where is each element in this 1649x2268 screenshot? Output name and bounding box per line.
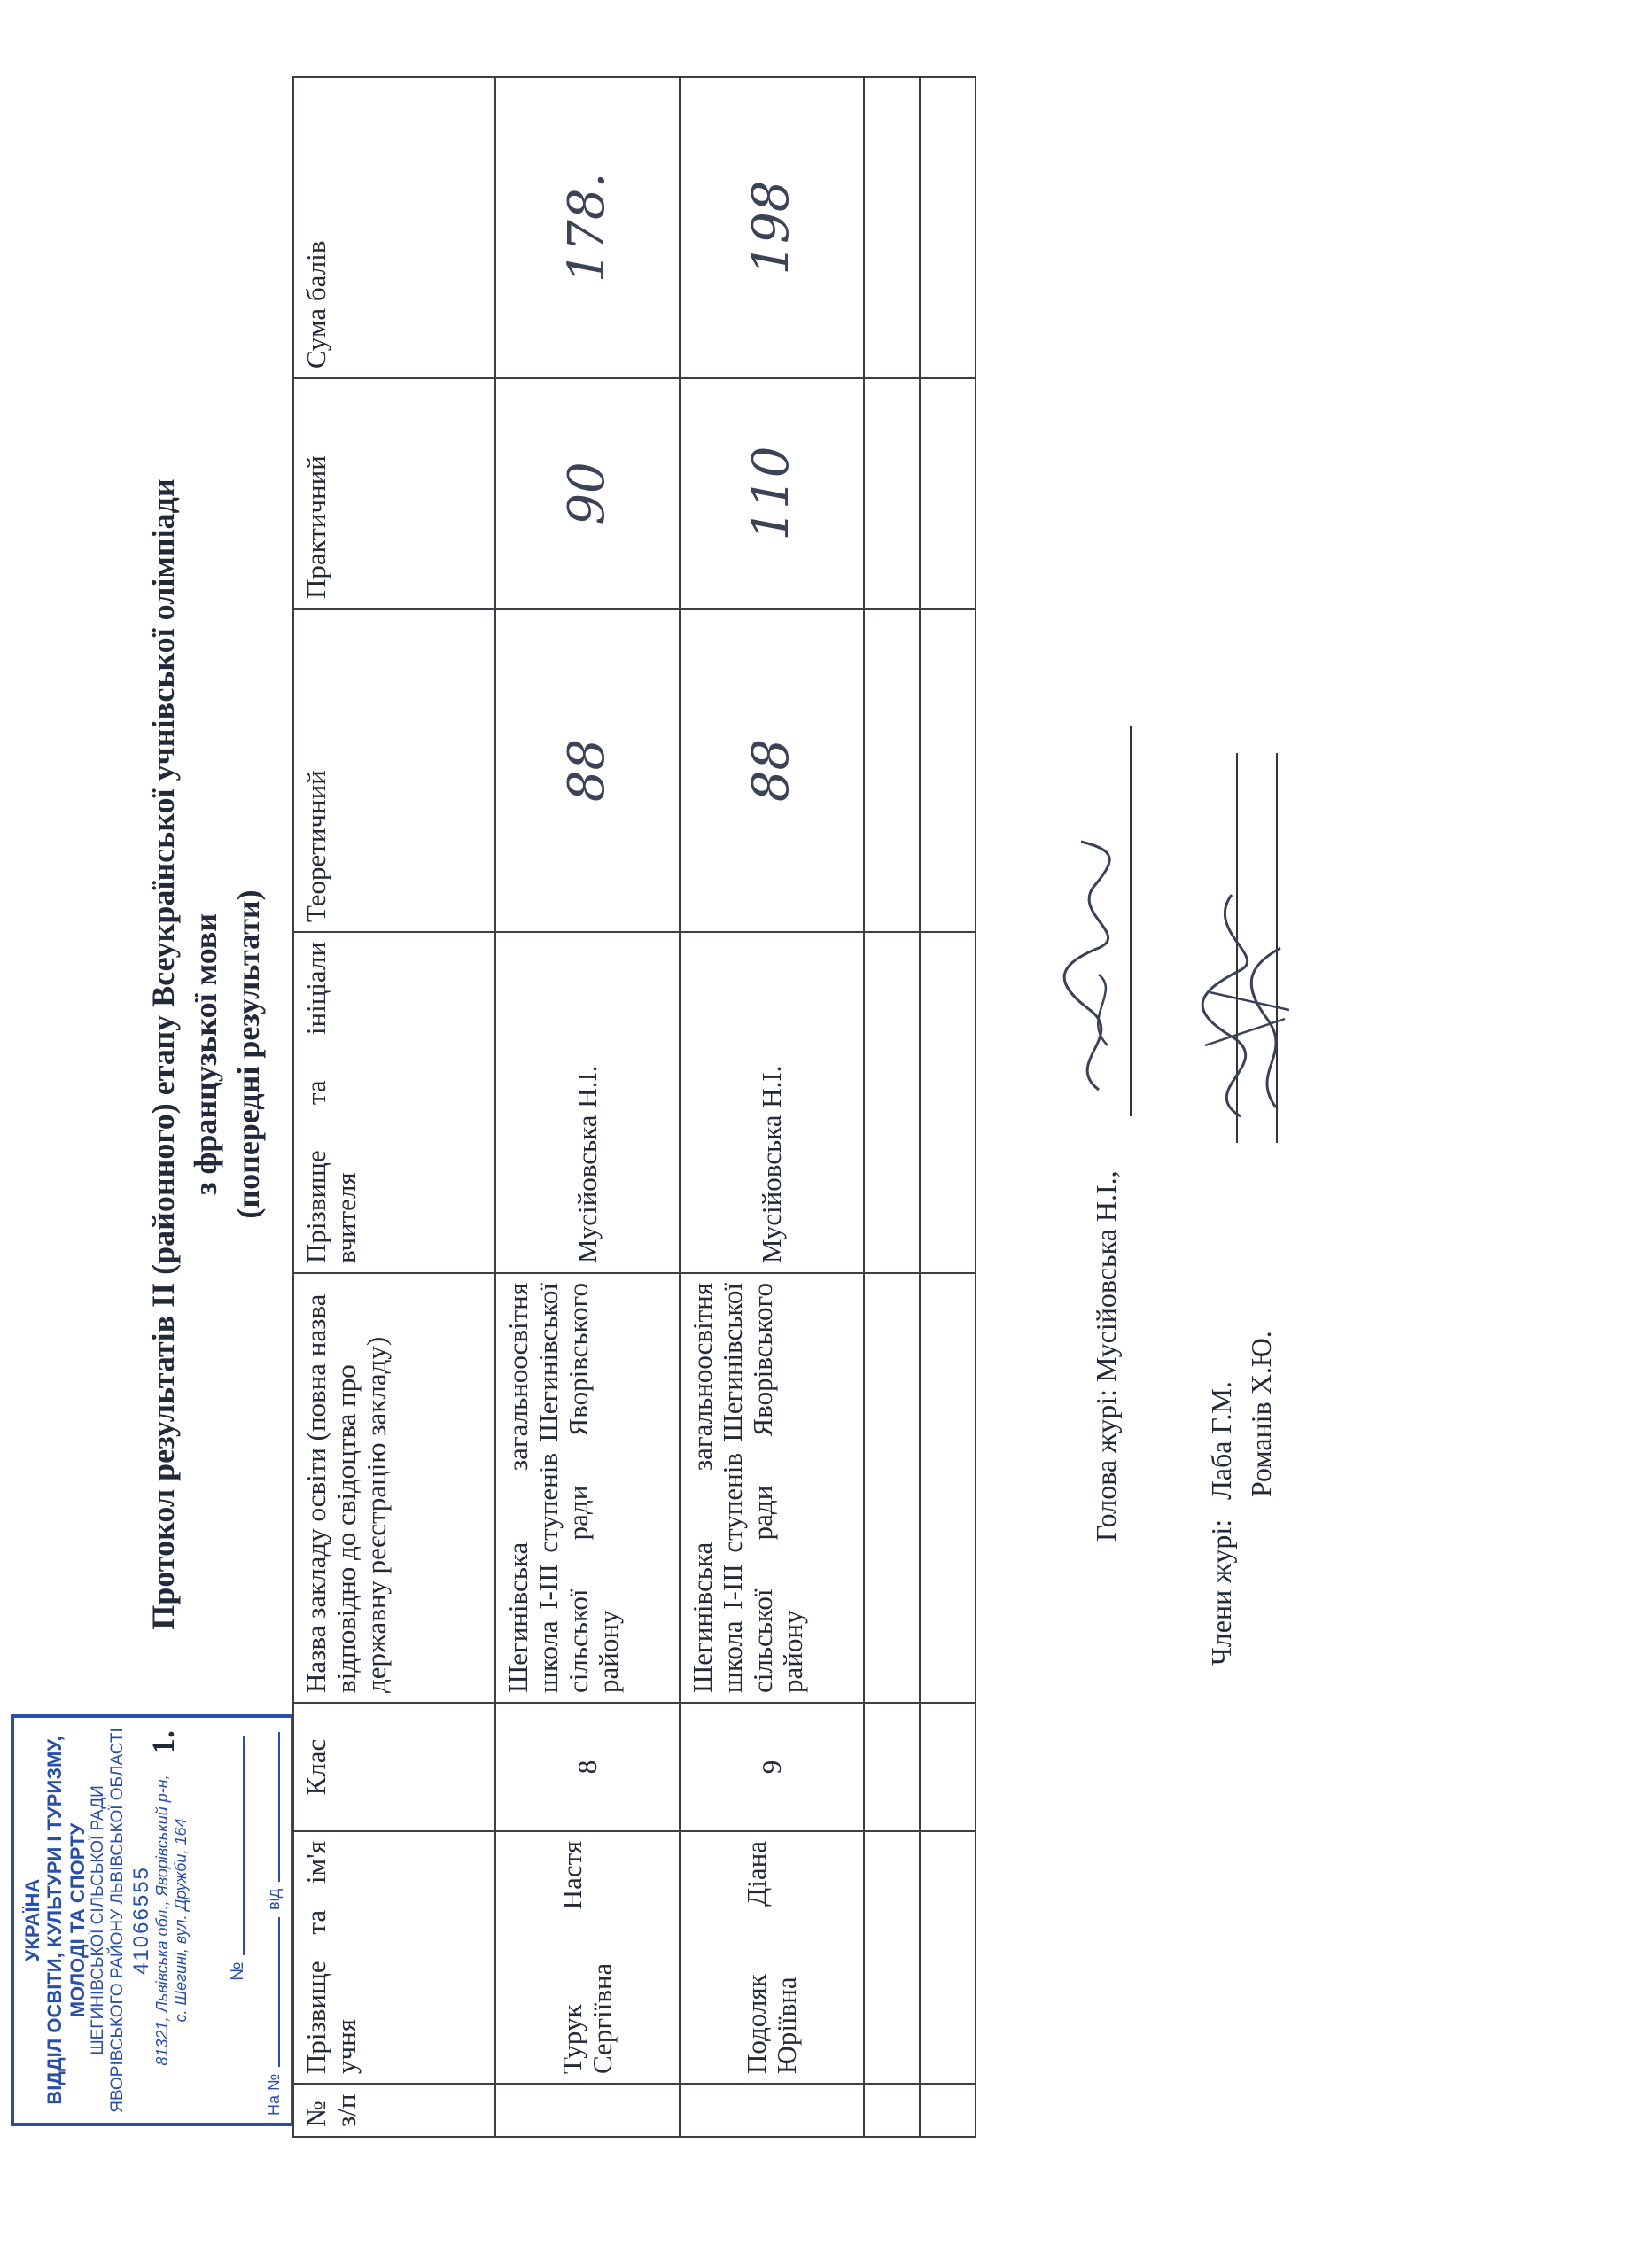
student-class: 9 <box>680 1703 864 1831</box>
stamp-number-line <box>228 1736 245 1955</box>
header-teacher: Прізвище та ініціали вчителя <box>293 932 495 1273</box>
stamp-dept-line2: МОЛОДІ ТА СПОРТУ <box>66 1822 89 2018</box>
jury-member-2: Романів Х.Ю. <box>1245 1331 1277 1497</box>
chair-signature <box>1046 833 1143 1099</box>
stamp-reg-label: На № <box>265 2073 284 2116</box>
student-class: 8 <box>495 1703 680 1831</box>
title-line2: з французької мови <box>188 913 223 1195</box>
header-class: Клас <box>293 1703 495 1831</box>
student-name: Подоляк Діана Юріївна <box>680 1831 864 2084</box>
stamp-reg-line <box>265 1917 280 2067</box>
stamp-reg-row <box>265 1725 284 2116</box>
title-number: 1. <box>145 1730 181 1754</box>
jury-chair-label: Голова журі: <box>1090 1388 1122 1542</box>
header-school: Назва закладу освіти (повна назва відповідно до свідоцтва про державну реєстрацію закладу) <box>293 1273 495 1703</box>
stamp-code: 41066555 <box>128 1866 153 1975</box>
stamp-address1: 81321, Львівська обл., Яворівський р-н, <box>153 1775 172 2066</box>
student-name: Турук Настя Сергіївна <box>495 1831 680 2084</box>
table-header-row <box>293 77 495 2137</box>
stamp-district: ЯВОРІВСЬКОГО РАЙОНУ ЛЬВІВСЬКОЇ ОБЛАСТІ <box>107 1728 127 2113</box>
stamp-council: ШЕГИНІВСЬКОЇ СІЛЬСЬКОЇ РАДИ <box>88 1785 107 2055</box>
stamp-address2: с. Шегині, вул. Дружби, 164 <box>171 1818 190 2023</box>
stamp-from-line <box>265 1732 280 1882</box>
jury-members-label: Члени журі: <box>1205 1518 1237 1666</box>
row-num <box>680 2084 864 2137</box>
stamp-country: УКРАЇНА <box>21 1878 43 1962</box>
header-name: Прізвище та ім'я учня <box>293 1831 495 2084</box>
official-stamp <box>11 1714 294 2126</box>
stamp-dept-line1: ВІДДІЛ ОСВІТИ, КУЛЬТУРИ І ТУРИЗМУ, <box>43 1736 66 2105</box>
table-row <box>495 77 680 2137</box>
table-row-empty <box>920 77 976 2137</box>
title-line3: (попередні результати) <box>230 889 266 1219</box>
jury-members <box>1205 1381 1238 1666</box>
header-total: Сума балів <box>293 77 495 378</box>
results-table <box>292 76 976 2138</box>
practical-score: 90 <box>495 378 680 609</box>
stamp-from-label: від <box>265 1888 284 1910</box>
jury-chair <box>1090 1170 1123 1542</box>
document-title <box>142 390 269 1754</box>
title-line1: Протокол результатів II (районного) етапу Всеукраїнської учнівської олімпіади <box>145 478 181 1630</box>
header-theory: Теоретичний <box>293 609 495 932</box>
jury-member-1: Лаба Г.М. <box>1205 1381 1237 1500</box>
theory-score: 88 <box>495 609 680 932</box>
members-signatures <box>1170 877 1303 1125</box>
total-score: 178. <box>495 77 680 378</box>
practical-score: 110 <box>680 378 864 609</box>
header-num: № з/п <box>293 2084 495 2137</box>
stamp-number-row <box>228 1736 248 1981</box>
teacher-name: Мусійовська Н.І. <box>680 932 864 1273</box>
header-practical: Практичний <box>293 378 495 609</box>
school-name: Шегинівська загальноосвітня школа І-ІІІ ступенів Шегинівської сільської ради Яворівського району <box>680 1273 864 1703</box>
table-row <box>680 77 864 2137</box>
jury-chair-name: Мусійовська Н.І., <box>1090 1170 1122 1382</box>
stamp-number-label: № <box>228 1961 247 1981</box>
school-name: Шегинівська загальноосвітня школа І-ІІІ ступенів Шегинівської сільської ради Яворівського району <box>495 1273 680 1703</box>
teacher-name: Мусійовська Н.І. <box>495 932 680 1273</box>
total-score: 198 <box>680 77 864 378</box>
row-num <box>495 2084 680 2137</box>
theory-score: 88 <box>680 609 864 932</box>
table-row-empty <box>864 77 920 2137</box>
